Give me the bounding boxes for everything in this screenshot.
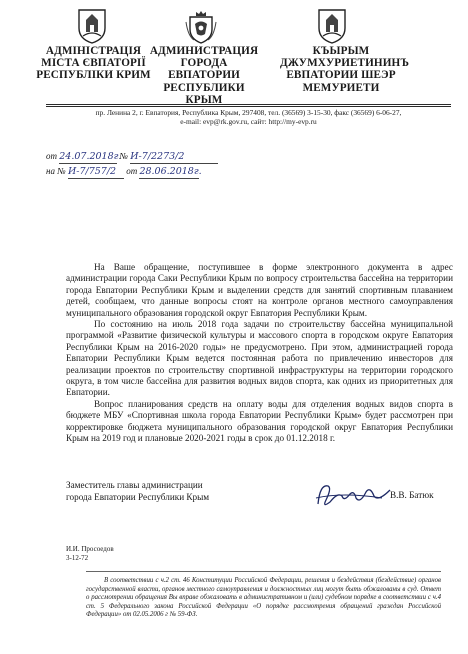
address-line: пр. Ленина 2, г. Евпатория, Республика Крым, 297408, тел. (36569) 3-15-30, факс (36569) 6-06-27, e-mail: evp@rk.gov.ru, сайт: http://my-evp.ru bbox=[95, 108, 402, 127]
org-name-crimean-tatar: КЪЫРЫМ ДЖУМХУРИЕТИНИНЪ ЕВПАТОРИИ ШЕЭР МЕМУРИЕТИ bbox=[280, 45, 409, 94]
footnote-divider bbox=[86, 571, 441, 572]
header-divider-bottom bbox=[46, 106, 451, 107]
org-name-ukrainian: АДМІНІСТРАЦІЯ МІСТА ЄВПАТОРІЇ РЕСПУБЛІКИ КРИМ bbox=[36, 45, 151, 82]
outgoing-number: И-7/2273/2 bbox=[130, 151, 185, 162]
evpatoria-coat-of-arms-left bbox=[77, 8, 107, 44]
handwritten-signature bbox=[312, 478, 394, 514]
paragraph: Вопрос планирования средств на оплату воды для отделения водных видов спорта в бюджете МБУ «Спортивная школа города Евпатории Республики Крым» будет рассмотрен при корректировке бюджета муниципального образования городской округ Евпатория Республики Крым на 2019 год и плановые 2020-2021 годы в срок до 01.12.2018 г. bbox=[66, 398, 453, 444]
header-divider-top bbox=[46, 104, 451, 105]
incoming-from-label: от bbox=[126, 166, 138, 176]
outgoing-date: 24.07.2018г. bbox=[59, 151, 122, 162]
footnote-text: В соответствии с ч.2 ст. 46 Конституции Российской Федерации, решения и бездействия (бездействие) органов государственной власти, органов местного самоуправления и должностных лиц могут быть обжалованы в суд. Ответ о рассмотрении обращения Вы вправе обжаловать в административном и (или) судебном порядке в соответствии с ч.4 ст. 5 Федерального закона Российской Федерации «О порядке рассмотрения обращений граждан Российской Федерации» от 02.05.2006 г № 59-ФЗ. bbox=[86, 577, 441, 618]
from-label: от bbox=[46, 151, 57, 161]
evpatoria-coat-of-arms-right bbox=[317, 8, 347, 44]
executor-info: И.И. Просоедов 3-12-72 bbox=[66, 545, 114, 562]
signatory-position: Заместитель главы администрации города Евпатории Республики Крым bbox=[66, 480, 210, 502]
number-label: № bbox=[119, 151, 128, 161]
letter-body bbox=[66, 262, 453, 445]
paragraph: На Ваше обращение, поступившее в форме электронного документа в адрес администрации города Саки Республики Крым по вопросу строительства бассейна на территории города Евпатории Республики Крым и выделении средств для занятий спортивным плаванием детей, сообщаем, что данные вопросы стоят на контроле органов местного самоуправления муниципального образования городской округ Евпатория Республики Крым. bbox=[66, 262, 453, 318]
incoming-number-label: на № bbox=[46, 166, 66, 176]
signatory-name: В.В. Батюк bbox=[390, 490, 434, 500]
paragraph: По состоянию на июль 2018 года задачи по строительству бассейна муниципальной программой «Развитие физической культуры и массового спорта в городском округе Евпатория Республики Крым на 2016-2020 годы» не предусмотрено. При этом, администрацией города Евпатории Республики Крым ведется постоянная работа по привлечению инвесторов для реализации проектов по строительству спортивной инфраструктуры на территории городского округа, в том числе бассейна для развития водных видов спорта, как одних из приоритетных для Евпатории. bbox=[66, 319, 453, 398]
org-name-russian: АДМИНИСТРАЦИЯ ГОРОДА ЕВПАТОРИИ РЕСПУБЛИКИ КРЫМ bbox=[149, 45, 259, 106]
incoming-reference bbox=[46, 165, 202, 179]
crimea-coat-of-arms-center bbox=[184, 8, 218, 44]
incoming-number: И-7/757/2 bbox=[67, 166, 117, 177]
incoming-date: 28.06.2018г. bbox=[139, 166, 202, 177]
legal-footnote bbox=[86, 577, 441, 620]
outgoing-reference bbox=[46, 150, 218, 164]
